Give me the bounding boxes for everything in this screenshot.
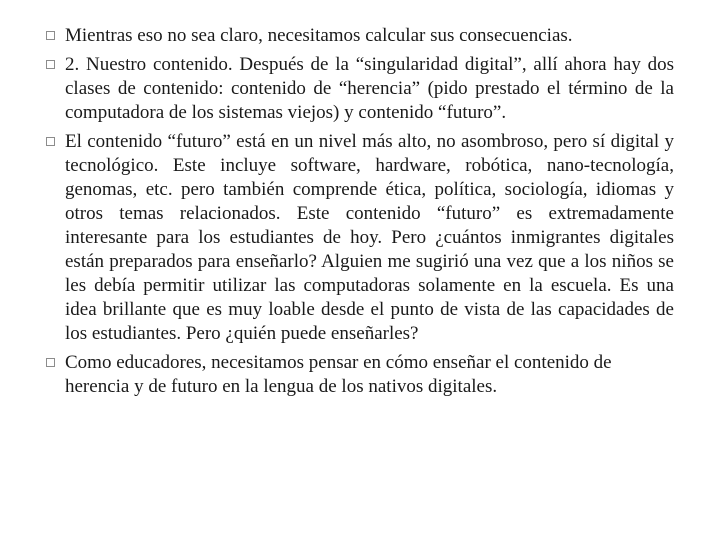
bullet-list	[46, 24, 674, 404]
square-bullet-icon	[46, 60, 55, 69]
bullet-text: El contenido “futuro” está en un nivel más alto, no asombroso, pero sí digital y tecnológico. Este incluye software, hardware, robótica, nano-tecnología, genomas, etc. pero también comprende ética, política, sociología, idiomas y otros temas relacionados. Este contenido “futuro” es extremadamente interesante para los estudiantes de hoy. Pero ¿cuántos inmigrantes digitales están preparados para enseñarlo? Alguien me sugirió una vez que a los niños se les debía permitir utilizar las computadoras solamente en la escuela. Es una idea brillante que es muy loable desde el punto de vista de las capacidades de los estudiantes. Pero ¿quién puede enseñarles?	[65, 131, 674, 344]
square-bullet-icon	[46, 31, 55, 40]
bullet-item	[46, 351, 674, 399]
bullet-item	[46, 130, 674, 346]
bullet-text: Mientras eso no sea claro, necesitamos calcular sus consecuencias.	[65, 25, 573, 46]
square-bullet-icon	[46, 137, 55, 146]
bullet-text: Como educadores, necesitamos pensar en cómo enseñar el contenido de herencia y de futuro en la lengua de los nativos digitales.	[65, 352, 612, 397]
square-bullet-icon	[46, 358, 55, 367]
bullet-item	[46, 24, 674, 48]
bullet-text: 2. Nuestro contenido. Después de la “singularidad digital”, allí ahora hay dos clases de contenido: contenido de “herencia” (pido prestado el término de la computadora de los sistemas viejos) y contenido “futuro”.	[65, 54, 674, 123]
bullet-item	[46, 53, 674, 125]
